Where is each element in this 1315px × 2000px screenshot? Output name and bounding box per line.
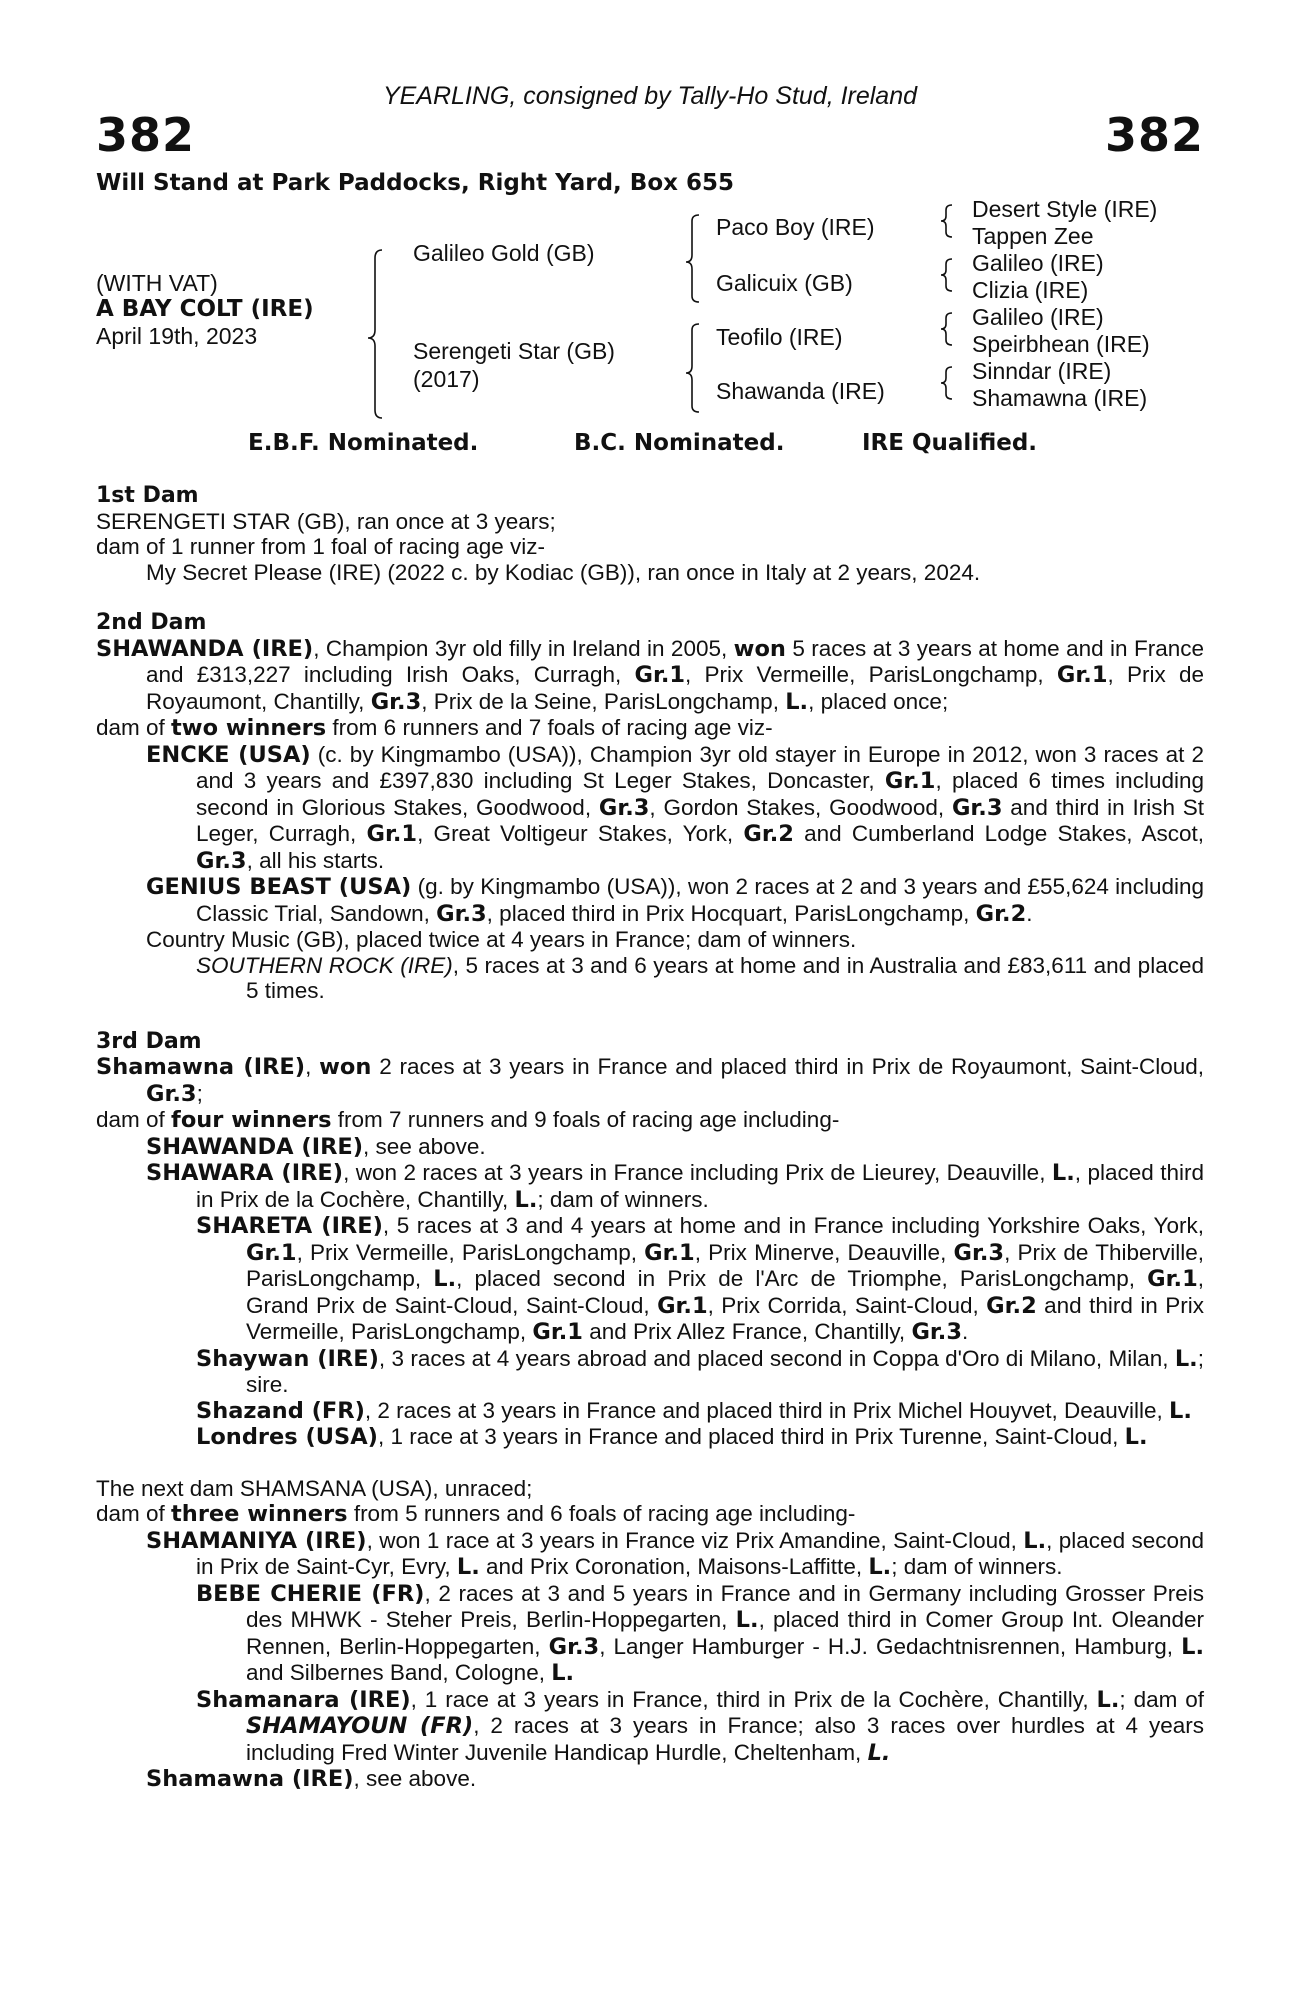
dd-bracket [941, 367, 952, 399]
dam3-entry-shawanda: SHAWANDA (IRE), see above. [146, 1133, 486, 1160]
bc-nomination: B.C. Nominated. [574, 430, 785, 456]
dams-sire: Teofilo (IRE) [716, 324, 843, 350]
section-heading-1st-dam: 1st Dam [96, 483, 199, 508]
dam1-foal-entry: My Secret Please (IRE) (2022 c. by Kodiac (GB)), ran once in Italy at 2 years, 2024. [146, 559, 981, 585]
dam2-entry-encke: ENCKE (USA) (c. by Kingmambo (USA)), Champion 3yr old stayer in Europe in 2012, won 3 races at 2 and 3 years and £397,830 including St Leger Stakes, Doncaster, Gr.1, placed 6 times including second in Glorious Stakes, Goodwood, Gr.3, Gordon Stakes, Goodwood, Gr.3 and third in Irish St Leger, Curragh, Gr.1, Great Voltigeur Stakes, York, Gr.2 and Cumberland Lodge Stakes, Ascot, Gr.3, all his starts. [146, 741, 1204, 874]
ancestor-sds: Galileo (IRE) [972, 250, 1104, 276]
dam-bracket [686, 324, 699, 412]
dam2-entry-southern-rock: SOUTHERN ROCK (IRE), 5 races at 3 and 6 years at home and in Australia and £83,611 and placed 5 times. [196, 952, 1204, 1003]
ire-qualified: IRE Qualified. [862, 430, 1038, 456]
consignor-line: YEARLING, consigned by Tally-Ho Stud, Ireland [382, 82, 918, 110]
next-dam-entry-shamawna: Shamawna (IRE), see above. [146, 1766, 477, 1792]
ss-bracket [941, 205, 952, 237]
dam3-entry-shazand: Shazand (FR), 2 races at 3 years in France and placed third in Prix Michel Houyvet, Deauville, L. [196, 1397, 1192, 1424]
produce-record [96, 483, 1204, 1793]
foaling-date: April 19th, 2023 [96, 323, 258, 349]
dam3-produce-intro: dam of four winners from 7 runners and 9 foals of racing age including- [96, 1107, 840, 1133]
section-heading-2nd-dam: 2nd Dam [96, 610, 207, 635]
ancestor-dsd: Speirbhean (IRE) [972, 331, 1150, 357]
lot-name: A BAY COLT (IRE) [96, 296, 314, 322]
ancestor-ssd: Tappen Zee [972, 223, 1094, 249]
dam3-entry-shawara: SHAWARA (IRE), won 2 races at 3 years in France including Prix de Lieurey, Deauville, L., placed third in Prix de la Cochère, Chantilly, L.; dam of winners. [146, 1160, 1205, 1213]
dam2-summary: SHAWANDA (IRE), Champion 3yr old filly in Ireland in 2005, won 5 races at 3 years at home and in France and £313,227 including Irish Oaks, Curragh, Gr.1, Prix Vermeille, ParisLongchamp, Gr.1, Prix de Royaumont, Chantilly, Gr.3, Prix de la Seine, ParisLongchamp, L., placed once; [96, 635, 1205, 715]
ancestor-ddd: Shamawna (IRE) [972, 385, 1148, 411]
dam1-summary: SERENGETI STAR (GB), ran once at 3 years; [96, 508, 556, 534]
ancestor-dss: Galileo (IRE) [972, 304, 1104, 330]
dam3-summary: Shamawna (IRE), won 2 races at 3 years in France and placed third in Prix de Royaumont, Saint-Cloud, Gr.3; [96, 1054, 1204, 1107]
next-dam-produce-intro: dam of three winners from 5 runners and 6 foals of racing age including- [96, 1501, 856, 1527]
dam3-entry-shaywan: Shaywan (IRE), 3 races at 4 years abroad and placed second in Coppa d'Oro di Milano, Milan, L.; sire. [196, 1345, 1204, 1397]
dam2-produce-intro: dam of two winners from 6 runners and 7 foals of racing age viz- [96, 715, 773, 741]
dam-name: Serengeti Star (GB) [413, 338, 615, 364]
next-dam-entry-bebe-cherie: BEBE CHERIE (FR), 2 races at 3 and 5 years in France and in Germany including Grosser Preis des MHWK - Steher Preis, Berlin-Hoppegarten, L., placed third in Comer Group Int. Oleander Rennen, Berlin-Hoppegarten, Gr.3, Langer Hamburger - H.J. Gedachtnisrennen, Hamburg, L. and Silbernes Band, Cologne, L. [196, 1580, 1205, 1686]
section-heading-3rd-dam: 3rd Dam [96, 1028, 202, 1054]
next-dam-summary: The next dam SHAMSANA (USA), unraced; [96, 1475, 533, 1501]
ancestor-sss: Desert Style (IRE) [972, 196, 1158, 222]
dam3-entry-shareta: SHARETA (IRE), 5 races at 3 and 4 years at home and in France including Yorkshire Oaks, York, Gr.1, Prix Vermeille, ParisLongchamp, Gr.1, Prix Minerve, Deauville, Gr.3, Prix de Thiberville, ParisLongchamp, L., placed second in Prix de l'Arc de Triomphe, ParisLongchamp, Gr.1, Grand Prix de Saint-Cloud, Saint-Cloud, Gr.1, Prix Corrida, Saint-Cloud, Gr.2 and third in Prix Vermeille, ParisLongchamp, Gr.1 and Prix Allez France, Chantilly, Gr.3. [196, 1213, 1205, 1345]
ds-bracket [941, 313, 952, 345]
dam2-entry-country-music: Country Music (GB), placed twice at 4 years in France; dam of winners. [146, 927, 857, 952]
pedigree-table [96, 190, 1204, 420]
vat-note: (WITH VAT) [96, 270, 218, 296]
dam1-produce-intro: dam of 1 runner from 1 foal of racing age viz- [96, 534, 545, 559]
sd-bracket [941, 259, 952, 291]
sire-bracket [686, 215, 699, 302]
dams-dam: Shawanda (IRE) [716, 378, 885, 404]
dam-year: (2017) [413, 366, 480, 392]
ebf-nomination: E.B.F. Nominated. [248, 430, 479, 456]
dam3-entry-londres: Londres (USA), 1 race at 3 years in France and placed third in Prix Turenne, Saint-Cloud, L. [196, 1424, 1148, 1450]
next-dam-entry-shamaniya: SHAMANIYA (IRE), won 1 race at 3 years in France viz Prix Amandine, Saint-Cloud, L., placed second in Prix de Saint-Cyr, Evry, L. and Prix Coronation, Maisons-Laffitte, L.; dam of winners. [146, 1527, 1204, 1580]
dam2-entry-genius-beast: GENIUS BEAST (USA) (g. by Kingmambo (USA)), won 2 races at 2 and 3 years and £55,624 including Classic Trial, Sandown, Gr.3, placed third in Prix Hocquart, ParisLongchamp, Gr.2. [146, 874, 1204, 927]
sires-sire: Paco Boy (IRE) [716, 214, 875, 240]
next-dam-entry-shamanara: Shamanara (IRE), 1 race at 3 years in France, third in Prix de la Cochère, Chantilly, L.; dam of SHAMAYOUN (FR), 2 races at 3 years in France; also 3 races over hurdles at 4 years including Fred Winter Juvenile Handicap Hurdle, Cheltenham, L. [196, 1686, 1205, 1766]
lot-number-left: 382 [96, 108, 196, 162]
lot-number-right: 382 [1104, 108, 1204, 162]
ancestor-dds: Sinndar (IRE) [972, 358, 1112, 384]
main-bracket [368, 250, 382, 418]
stand-location: Will Stand at Park Paddocks, Right Yard, Box 655 [96, 170, 734, 196]
sires-dam: Galicuix (GB) [716, 270, 853, 296]
ancestor-sdd: Clizia (IRE) [972, 277, 1089, 303]
sire-name: Galileo Gold (GB) [413, 240, 595, 266]
